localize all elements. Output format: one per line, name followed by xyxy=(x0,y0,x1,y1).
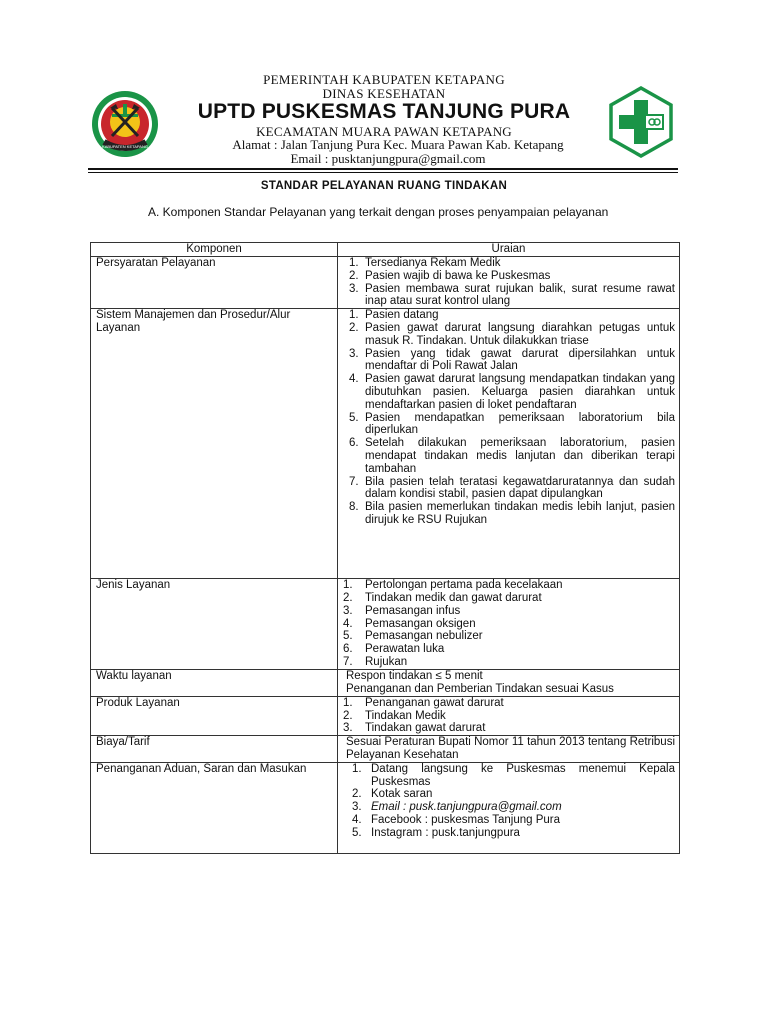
header-address: Alamat : Jalan Tanjung Pura Kec. Muara Pawan Kab. Ketapang xyxy=(232,137,564,152)
list-item: 6. Perawatan luka xyxy=(343,643,445,656)
complaint-channel-list xyxy=(343,763,675,840)
list-item: 2. Tindakan Medik xyxy=(343,709,446,722)
table-row xyxy=(91,762,680,853)
list-item: 1. Penanganan gawat darurat xyxy=(343,696,504,709)
table-row xyxy=(91,670,680,697)
service-standard-table xyxy=(90,242,680,854)
list-item: 2. Pasien gawat darurat langsung diarahkan petugas untuk masuk R. Tindakan. Untuk dilakukkan triase xyxy=(349,321,675,347)
list-item: 6. Setelah dilakukan pemeriksaan laboratorium, pasien mendapat tindakan medis lanjutan dan diberikan terapi tambahan xyxy=(349,437,675,475)
table-row xyxy=(91,579,680,670)
list-item: 5. Pemasangan nebulizer xyxy=(343,630,483,643)
list-item: 1. Tersedianya Rekam Medik xyxy=(349,257,501,269)
list-item: 5. Pasien mendapatkan pemeriksaan laboratorium bila diperlukan xyxy=(349,411,675,437)
row-label: Penanganan Aduan, Saran dan Masukan xyxy=(96,762,307,775)
list-item: 8. Bila pasien memerlukan tindakan medis lebih lanjut, pasien dirujuk ke RSU Rujukan xyxy=(349,501,675,526)
list-item: 1. Pertolongan pertama pada kecelakaan xyxy=(343,579,563,592)
list-item: 1. Datang langsung ke Puskesmas menemui Kepala Puskesmas xyxy=(352,762,675,788)
row-label: Biaya/Tarif xyxy=(96,736,150,749)
product-list xyxy=(343,697,675,735)
document-title: STANDAR PELAYANAN RUANG TINDAKAN xyxy=(260,180,508,192)
list-item: 7. Rujukan xyxy=(343,655,408,668)
row-label: Sistem Manajemen dan Prosedur/Alur Layanan xyxy=(96,309,291,334)
table-row xyxy=(91,309,680,579)
list-item: 7. Bila pasien telah teratasi kegawatdaruratannya dan sudah dalam kondisi stabil, pasien dapat dipulangkan xyxy=(349,475,675,501)
list-item: 1. Pasien datang xyxy=(349,309,439,322)
table-header-row xyxy=(91,243,680,257)
row-label: Waktu layanan xyxy=(96,670,172,683)
section-heading: A. Komponen Standar Pelayanan yang terkait dengan proses penyampaian pelayanan xyxy=(148,205,609,219)
header-department: DINAS KESEHATAN xyxy=(322,86,446,101)
list-item: 3. Tindakan gawat darurat xyxy=(343,722,486,735)
svg-text:KABUPATEN KETAPANG: KABUPATEN KETAPANG xyxy=(102,144,148,149)
list-item: 4. Pemasangan oksigen xyxy=(343,617,476,630)
header-email: Email : pusktanjungpura@gmail.com xyxy=(290,151,486,166)
list-item: 3. Pemasangan infus xyxy=(343,604,461,617)
table-row xyxy=(91,696,680,735)
header-divider xyxy=(88,168,678,170)
service-time-line: Respon tindakan ≤ 5 menit xyxy=(346,670,483,683)
header-government: PEMERINTAH KABUPATEN KETAPANG xyxy=(263,72,505,87)
list-item: 5. Instagram : pusk.tanjungpura xyxy=(352,826,520,839)
fee-text: Sesuai Peraturan Bupati Nomor 11 tahun 2013 tentang Retribusi Pelayanan Kesehatan xyxy=(346,736,675,761)
procedure-list xyxy=(343,309,675,527)
list-item: 2. Tindakan medik dan gawat darurat xyxy=(343,591,542,604)
service-type-list xyxy=(343,579,675,669)
header-district: KECAMATAN MUARA PAWAN KETAPANG xyxy=(256,124,512,139)
row-label: Persyaratan Pelayanan xyxy=(96,257,216,269)
list-item: 4. Pasien gawat darurat langsung mendapatkan tindakan yang dibutuhkan pasien. Keluarga pasien diarahkan untuk mendaftarkan pasien di loket pendaftaran xyxy=(349,373,675,411)
list-item: 2. Pasien wajib di bawa ke Puskesmas xyxy=(349,269,551,282)
list-item: 3. Pasien yang tidak gawat darurat dipersilahkan untuk mendaftar di Poli Rawat Jalan xyxy=(349,347,675,373)
header-divider-thin xyxy=(88,172,678,173)
list-item: 3. Pasien membawa surat rujukan balik, surat resume rawat inap atau surat kontrol ulang xyxy=(349,282,675,308)
column-header-uraian: Uraian xyxy=(338,243,680,257)
requirements-list xyxy=(343,257,675,308)
list-item: 3. Email : pusk.tanjungpura@gmail.com xyxy=(352,801,562,814)
table-row xyxy=(91,257,680,309)
list-item: 2. Kotak saran xyxy=(352,788,433,801)
list-item: 4. Facebook : puskesmas Tanjung Pura xyxy=(352,813,561,826)
table-row xyxy=(91,736,680,763)
column-header-komponen: Komponen xyxy=(91,243,338,257)
header-institution-name: UPTD PUSKESMAS TANJUNG PURA xyxy=(197,100,571,123)
row-label: Produk Layanan xyxy=(96,696,180,709)
service-time-line: Penanganan dan Pemberian Tindakan sesuai Kasus xyxy=(346,682,614,695)
row-label: Jenis Layanan xyxy=(96,579,171,592)
